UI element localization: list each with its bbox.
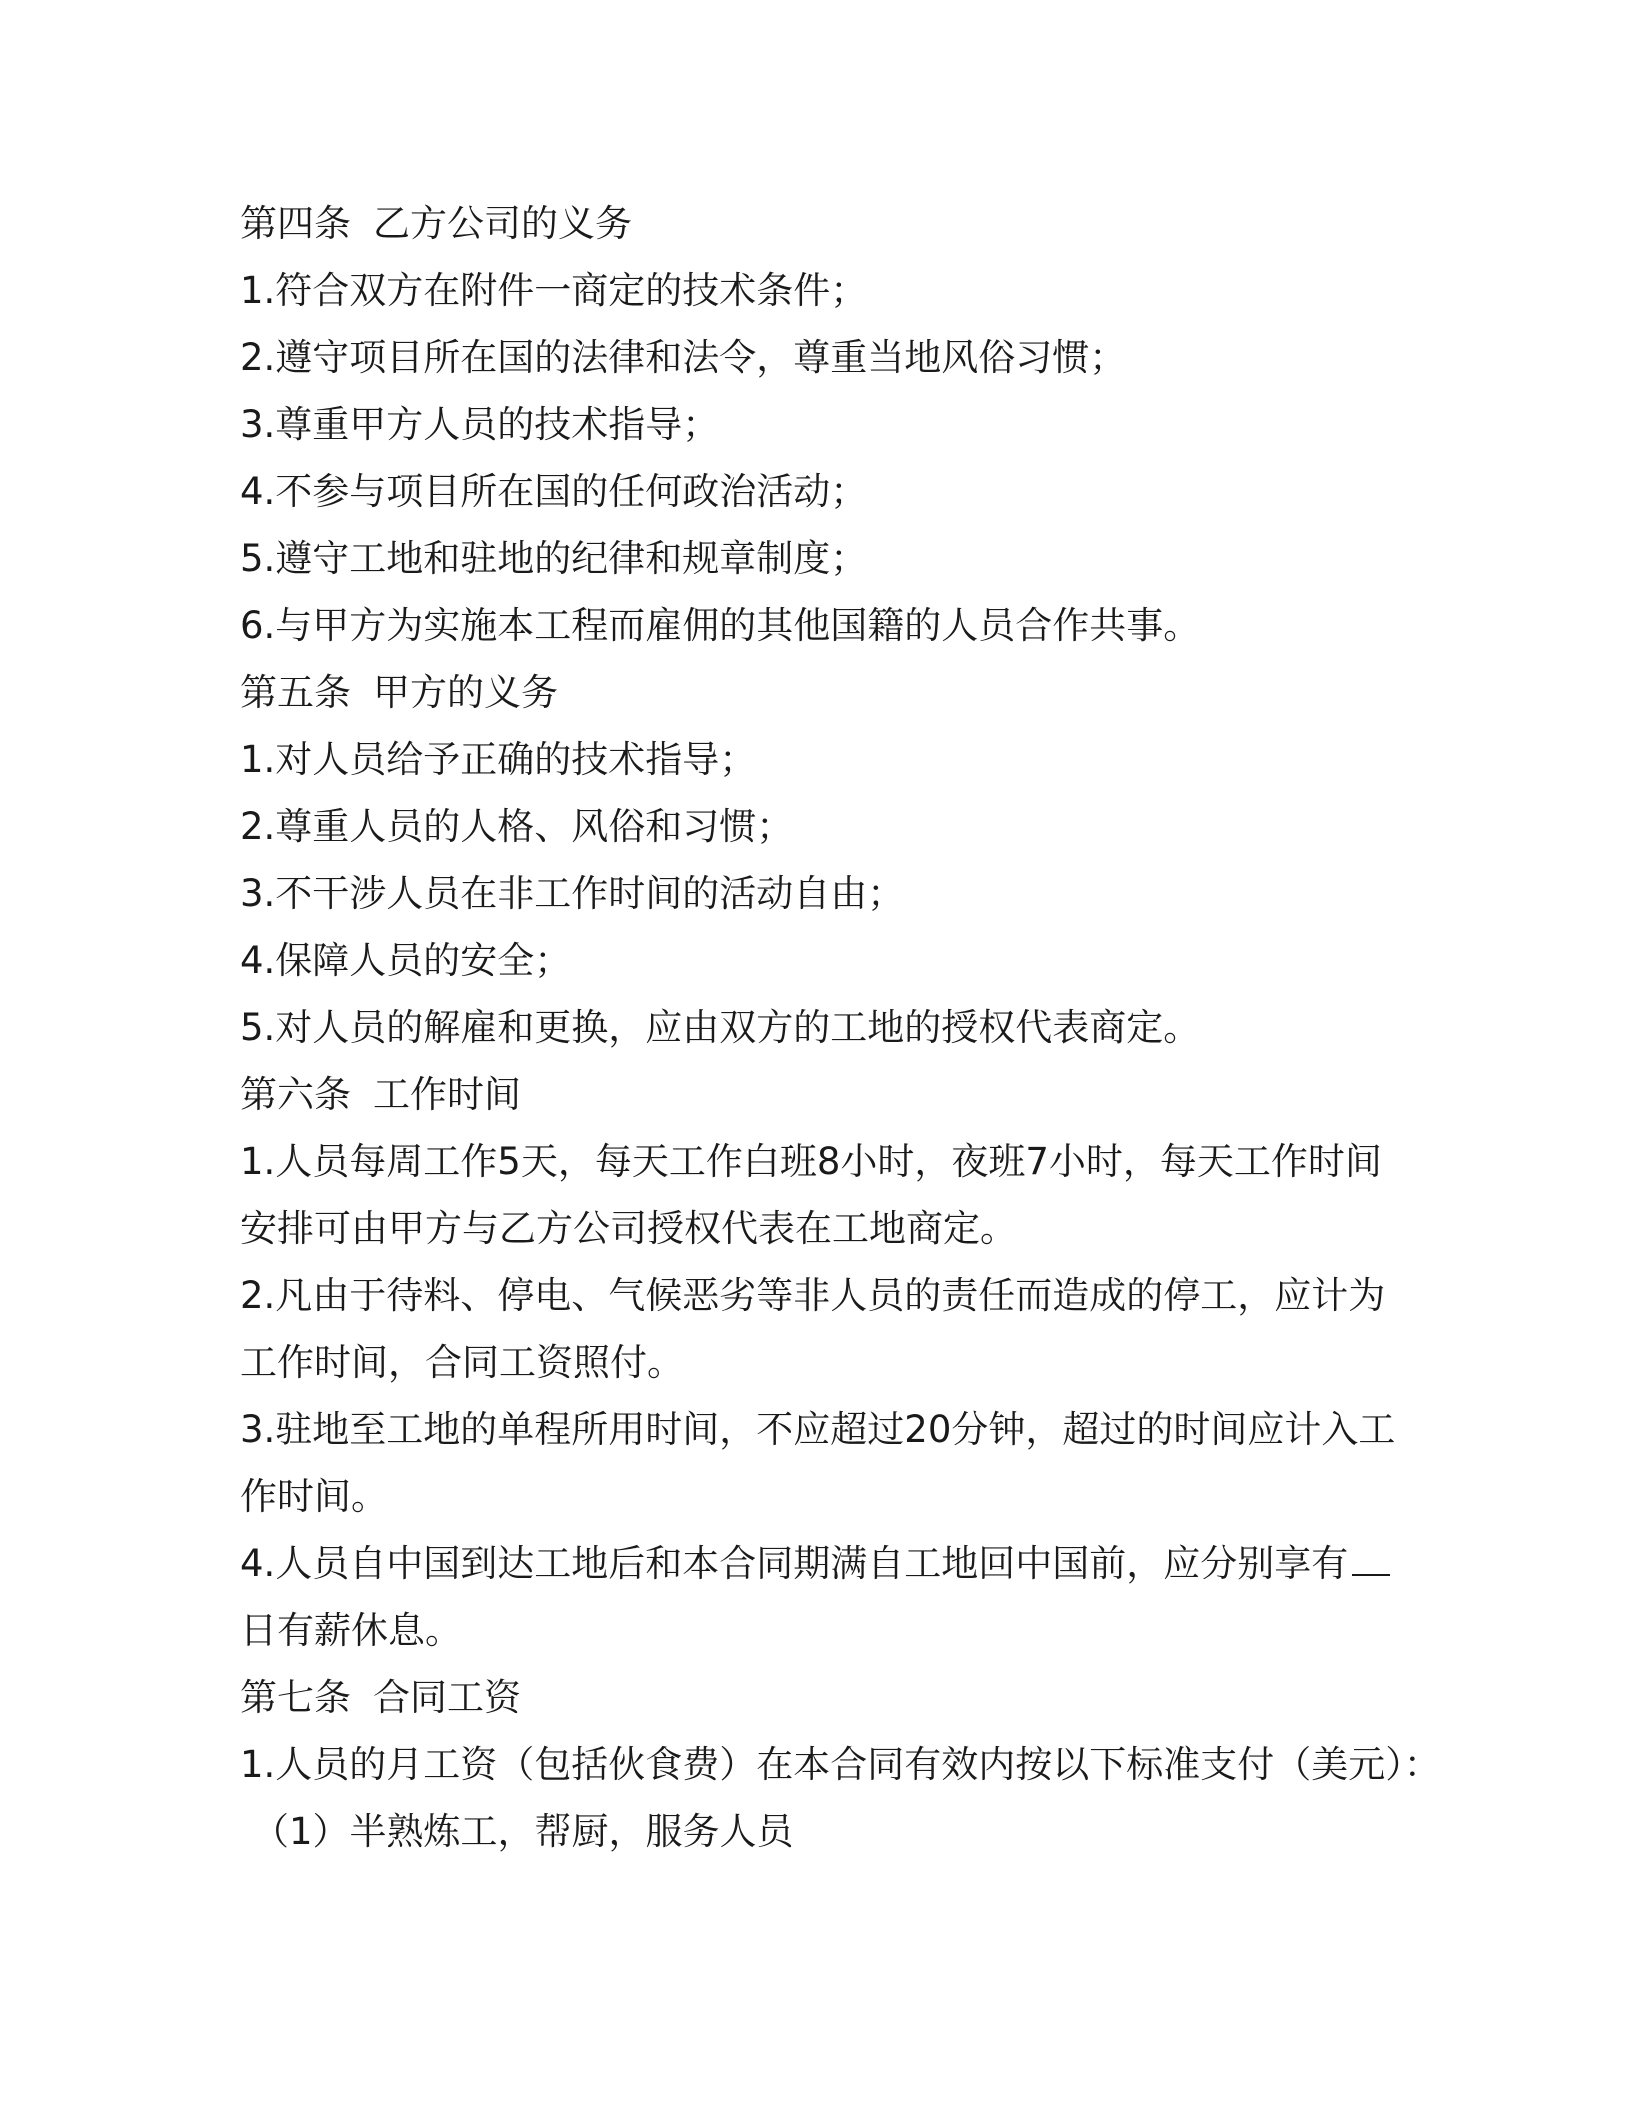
article-6-line-6: 作时间。: [240, 1475, 388, 1518]
article-6-line-2: 安排可由甲方与乙方公司授权代表在工地商定。: [240, 1207, 1017, 1250]
article-7-line-1: 1.人员的月工资（包括伙食费）在本合同有效内按以下标准支付（美元）：: [240, 1743, 1441, 1786]
article-6-heading: [240, 1061, 1390, 1128]
article-7-line-2: （1）半熟炼工，帮厨，服务人员: [252, 1810, 794, 1853]
article-7-title: 合同工资: [373, 1676, 521, 1719]
article-5-number: 第五条: [240, 671, 351, 714]
article-5-item-1: 1.对人员给予正确的技术指导；: [240, 738, 757, 781]
article-4-item-1: 1.符合双方在附件一商定的技术条件；: [240, 269, 868, 312]
article-4-item-3: 3.尊重甲方人员的技术指导；: [240, 403, 720, 446]
fill-in-blank: [1352, 1534, 1390, 1576]
article-6-title: 工作时间: [373, 1073, 521, 1116]
article-4-item-6: 6.与甲方为实施本工程而雇佣的其他国籍的人员合作共事。: [240, 604, 1201, 647]
article-6-number: 第六条: [240, 1073, 351, 1116]
article-6-line-5: 3.驻地至工地的单程所用时间，不应超过20分钟，超过的时间应计入工: [240, 1408, 1396, 1451]
article-6-line-1: 1.人员每周工作5天，每天工作白班8小时，夜班7小时，每天工作时间: [240, 1140, 1382, 1183]
article-5-item-5: 5.对人员的解雇和更换，应由双方的工地的授权代表商定。: [240, 1006, 1201, 1049]
article-5-heading: [240, 659, 1390, 726]
article-4-item-5: 5.遵守工地和驻地的纪律和规章制度；: [240, 537, 868, 580]
article-6-line-4: 工作时间，合同工资照付。: [240, 1341, 684, 1384]
article-6-line-7-text: 4.人员自中国到达工地后和本合同期满自工地回中国前，应分别享有: [240, 1542, 1349, 1585]
article-5-item-4: 4.保障人员的安全；: [240, 939, 572, 982]
article-4-heading: [240, 190, 1390, 257]
article-7-heading: [240, 1664, 1390, 1731]
article-4-number: 第四条: [240, 202, 351, 245]
article-5-title: 甲方的义务: [373, 671, 558, 714]
article-4-title: 乙方公司的义务: [373, 202, 632, 245]
contract-page: [240, 190, 1441, 1865]
article-5-item-2: 2.尊重人员的人格、风俗和习惯；: [240, 805, 794, 848]
article-6-line-7: [240, 1530, 1390, 1597]
article-7-number: 第七条: [240, 1676, 351, 1719]
article-5-item-3: 3.不干涉人员在非工作时间的活动自由；: [240, 872, 905, 915]
article-4-item-4: 4.不参与项目所在国的任何政治活动；: [240, 470, 868, 513]
article-6-line-8: 日有薪休息。: [240, 1609, 462, 1652]
article-6-line-3: 2.凡由于待料、停电、气候恶劣等非人员的责任而造成的停工，应计为: [240, 1274, 1386, 1317]
article-4-item-2: 2.遵守项目所在国的法律和法令，尊重当地风俗习惯；: [240, 336, 1127, 379]
